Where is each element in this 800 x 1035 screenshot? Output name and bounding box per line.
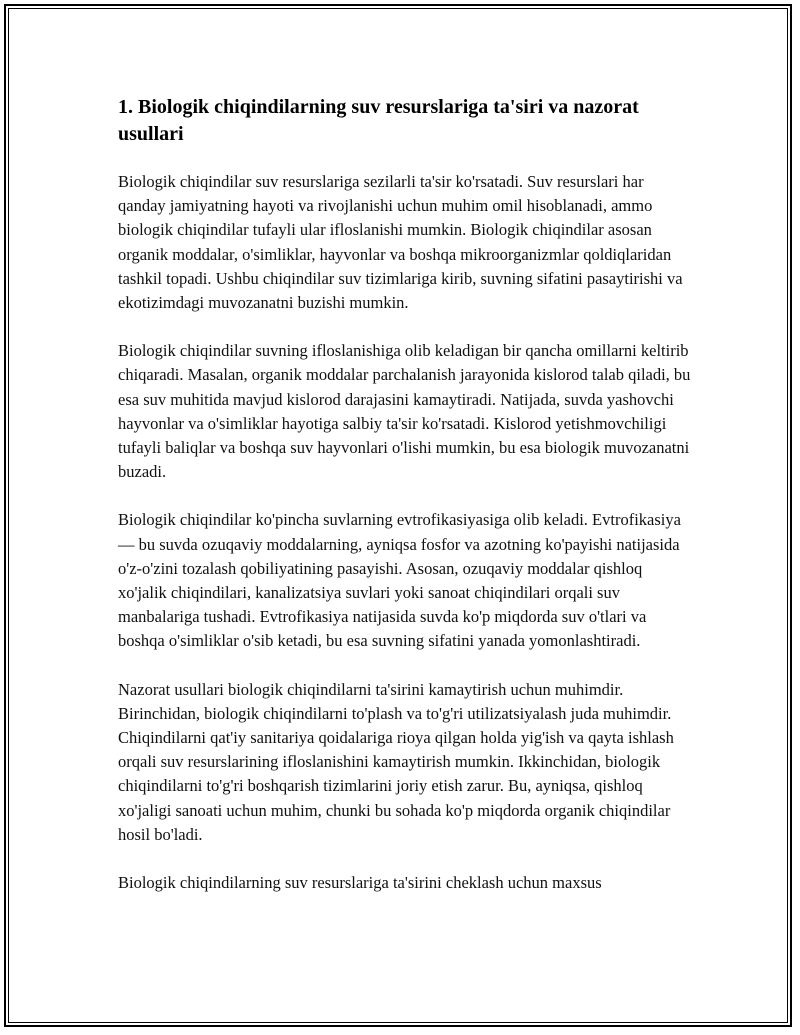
paragraph-4: Nazorat usullari biologik chiqindilarni ta'sirini kamaytirish uchun muhimdir. Birinchidan, biologik chiqindilarni to'plash va to'g'ri utilizatsiyalash juda muhimdir. Chiqindilarni qat'iy sanitariya qoidalariga rioya qilgan holda yig'ish va qayta ishlash orqali suv resurslarining ifloslanishini kamaytirish mumkin. Ikkinchidan, biologik chiqindilarni to'g'ri boshqarish tizimlarini joriy etish zarur. Bu, ayniqsa, qishloq xo'jaligi sanoati uchun muhim, chunki bu sohada ko'p miqdorda organik chiqindilar hosil bo'ladi. <box>118 679 674 844</box>
paragraph-1: Biologik chiqindilar suv resurslariga sezilarli ta'sir ko'rsatadi. Suv resurslari har qanday jamiyatning hayoti va rivojlanishi uchun muhim omil hisoblanadi, ammo biologik chiqindilar tufayli ular ifloslanishi mumkin. Biologik chiqindilar asosan organik moddalar, o'simliklar, hayvonlar va boshqa mikroorganizmlar qoldiqlaridan tashkil topadi. Ushbu chiqindilar suv tizimlariga kirib, suvning sifatini pasaytirishi va ekotizimdagi muvozanatni buzishi mumkin. <box>118 172 683 313</box>
paragraph-3: Biologik chiqindilar ko'pincha suvlarning evtrofikasiyasiga olib keladi. Evtrofikasiya — bu suvda ozuqaviy moddalarning, ayniqsa fosfor va azotning ko'payishi natijasida o'z-o'zini tozalash qobiliyatining pasayishi. Asosan, ozuqaviy moddalar qishloq xo'jalik chiqindilari, kanalizatsiya suvlari yoki sanoat chiqindilari orqali suv manbalariga tushadi. Evtrofikasiya natijasida suvda ko'p miqdorda suv o'tlari va boshqa o'simliklar o'sib ketadi, bu esa suvning sifatini yanada yomonlashtiradi. <box>118 510 681 651</box>
document-body <box>118 94 693 919</box>
paragraph-5: Biologik chiqindilarning suv resurslariga ta'sirini cheklash uchun maxsus <box>118 873 602 893</box>
section-heading: 1. Biologik chiqindilarning suv resurslariga ta'siri va nazorat usullari <box>118 96 639 145</box>
paragraph-2: Biologik chiqindilar suvning ifloslanishiga olib keladigan bir qancha omillarni keltirib chiqaradi. Masalan, organik moddalar parchalanish jarayonida kislorod talab qiladi, bu esa suv muhitida mavjud kislorod darajasini kamaytiradi. Natijada, suvda yashovchi hayvonlar va o'simliklar hayotiga salbiy ta'sir ko'rsatadi. Kislorod yetishmovchiligi tufayli baliqlar va boshqa suv hayvonlari o'lishi mumkin, bu esa biologik muvozanatni buzadi. <box>118 341 691 482</box>
